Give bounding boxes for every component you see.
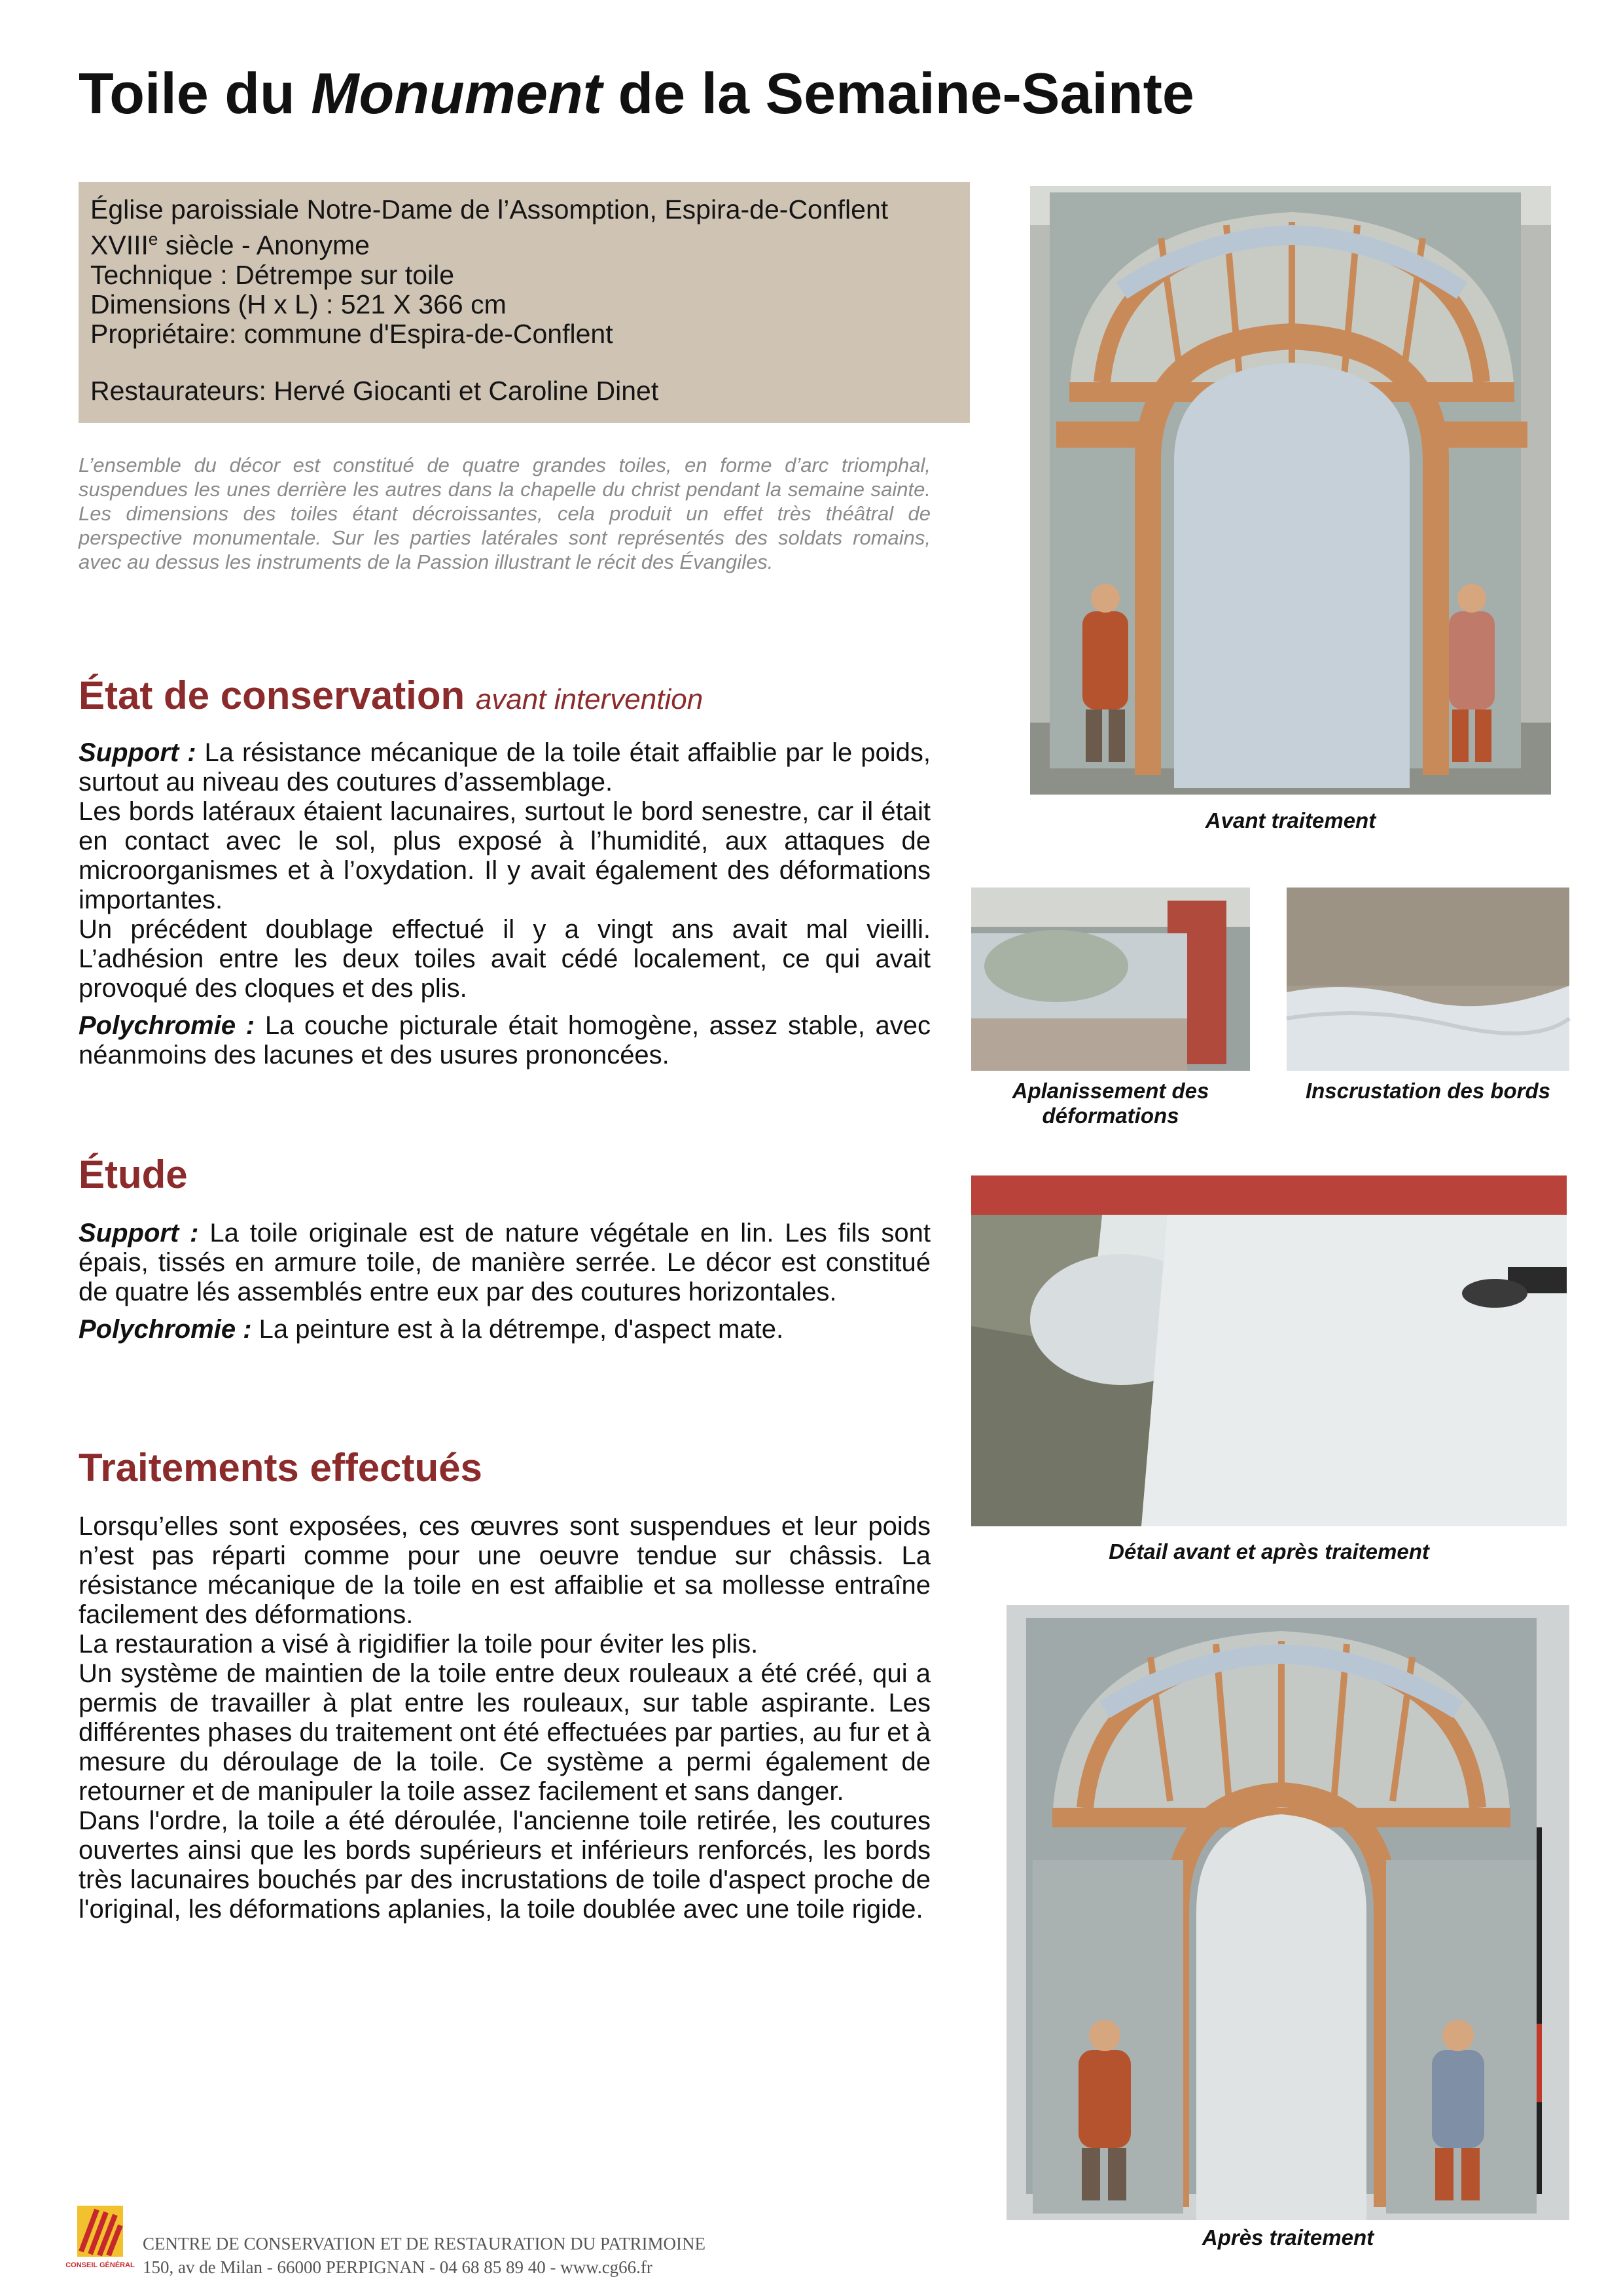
photo-aplanissement <box>971 888 1250 1071</box>
etat-poly-text: La couche picturale était homogène, assez stable, avec néanmoins des lacunes et des usures prononcées. <box>79 1011 931 1069</box>
century-rest: siècle - Anonyme <box>158 230 370 260</box>
footer-line1: CENTRE DE CONSERVATION ET DE RESTAURATION DU PATRIMOINE <box>143 2234 705 2253</box>
etude-poly-text: La peinture est à la détrempe, d'aspect mate. <box>251 1315 784 1344</box>
footer-line2: 150, av de Milan - 66000 PERPIGNAN - 04 68 85 89 40 - www.cg66.fr <box>143 2257 652 2277</box>
heading-traitements: Traitements effectués <box>79 1446 482 1490</box>
title-part1: Toile du <box>79 61 312 126</box>
caption-aplan-line2: déformations <box>1042 1103 1179 1128</box>
etat-p2: Les bords latéraux étaient lacunaires, surtout le bord senestre, car il était en contact avec le sol, plus exposé à l’humidité, aux attaques de microorganismes et à l’oxydation. Il y avait également des déformations importantes. <box>79 797 931 914</box>
etat-support <box>79 738 931 797</box>
page-title <box>79 60 1194 127</box>
intro-text: L’ensemble du décor est constitué de quatre grandes toiles, en forme d’arc triomphal, suspendues les unes derrière les autres dans la chapelle du christ pendant la semaine sainte. Les dimensions des toiles étant décroissantes, cela produit un effet très théâtral de perspective monumentale. Sur les parties latérales sont représentés des soldats romains, avec au dessus les instruments de la Passion illustrant le récit des Évangiles. <box>79 454 931 573</box>
footer-text <box>143 2232 705 2279</box>
etat-text <box>79 738 931 1070</box>
caption-avant: Avant traitement <box>1205 808 1376 833</box>
info-restorers: Restaurateurs: Hervé Giocanti et Caroline Dinet <box>90 375 659 406</box>
caption-apres: Après traitement <box>1202 2225 1374 2250</box>
heading-etat-main: État de conservation <box>79 673 465 717</box>
century-roman: XVIII <box>90 230 149 260</box>
heading-etude: Étude <box>79 1153 188 1196</box>
photo-avant-traitement <box>1030 186 1551 795</box>
etude-poly-label: Polychromie : <box>79 1315 252 1344</box>
etude-support <box>79 1219 931 1307</box>
caption-detail: Détail avant et après traitement <box>1109 1539 1429 1564</box>
traitements-p1: Lorsqu’elles sont exposées, ces œuvres sont suspendues et leur poids n’est pas réparti comme pour une oeuvre tendue sur châssis. La résistance mécanique de la toile en est affaiblie et sa mollesse entraîne facilement des déformations. <box>79 1512 931 1629</box>
heading-etat <box>79 673 703 718</box>
traitements-p3: Un système de maintien de la toile entre deux rouleaux a été créé, qui a permis de travailler à plat entre les rouleaux, sur table aspirante. Les différentes phases du traitement ont été effectuées par parties, au fur et à mesure du déroulage de la toile. Ce système a permi également de retourner et de manipuler la toile assez facilement et sans danger. <box>79 1659 931 1806</box>
photo-detail <box>971 1175 1567 1526</box>
etude-text <box>79 1219 931 1344</box>
traitements-text <box>79 1512 931 1924</box>
info-dimensions: Dimensions (H x L) : 521 X 366 cm <box>90 289 507 319</box>
century-sup: e <box>148 229 158 249</box>
heading-etat-sub: avant intervention <box>475 683 704 715</box>
caption-aplanissement <box>971 1079 1250 1128</box>
info-location: Église paroissiale Notre-Dame de l’Assomption, Espira-de-Conflent <box>90 194 889 224</box>
etat-support-label: Support : <box>79 738 196 767</box>
info-owner: Propriétaire: commune d'Espira-de-Conflent <box>90 318 613 349</box>
etude-support-label: Support : <box>79 1219 199 1247</box>
traitements-p2: La restauration a visé à rigidifier la toile pour éviter les plis. <box>79 1630 758 1659</box>
caption-incrustation: Inscrustation des bords <box>1305 1079 1551 1103</box>
etude-support-text: La toile originale est de nature végétale en lin. Les fils sont épais, tissés en armure toile, de manière serrée. Le décor est constitué de quatre lés assemblés entre eux par des coutures horizontales. <box>79 1219 931 1306</box>
etat-p3: Un précédent doublage effectué il y a vingt ans avait mal vieilli. L’adhésion entre les deux toiles avait cédé localement, ce qui avait provoqué des cloques et des plis. <box>79 915 931 1003</box>
title-italic: Monument <box>311 61 603 126</box>
info-technique: Technique : Détrempe sur toile <box>90 259 455 290</box>
etat-support-text: La résistance mécanique de la toile était affaiblie par le poids, surtout au niveau des coutures d’assemblage. <box>79 738 931 797</box>
conseil-general-logo <box>65 2206 135 2279</box>
info-box <box>79 182 970 423</box>
etat-poly-label: Polychromie : <box>79 1011 255 1040</box>
title-part2: de la Semaine-Sainte <box>602 61 1194 126</box>
caption-aplan-line1: Aplanissement des <box>1012 1079 1209 1103</box>
traitements-p4: Dans l'ordre, la toile a été déroulée, l'ancienne toile retirée, les coutures ouvertes ainsi que les bords supérieurs et inférieurs renforcés, les bords très lacunaires bouchés par des incrustations de toile d'aspect proche de l'original, les déformations aplanies, la toile doublée avec une toile rigide. <box>79 1806 931 1924</box>
photo-apres-traitement <box>1007 1605 1569 2220</box>
logo-text: CONSEIL GÉNÉRAL <box>65 2261 135 2269</box>
etat-poly <box>79 1011 931 1070</box>
etude-poly <box>79 1315 931 1344</box>
photo-incrustation <box>1287 888 1569 1071</box>
info-century <box>90 224 958 260</box>
